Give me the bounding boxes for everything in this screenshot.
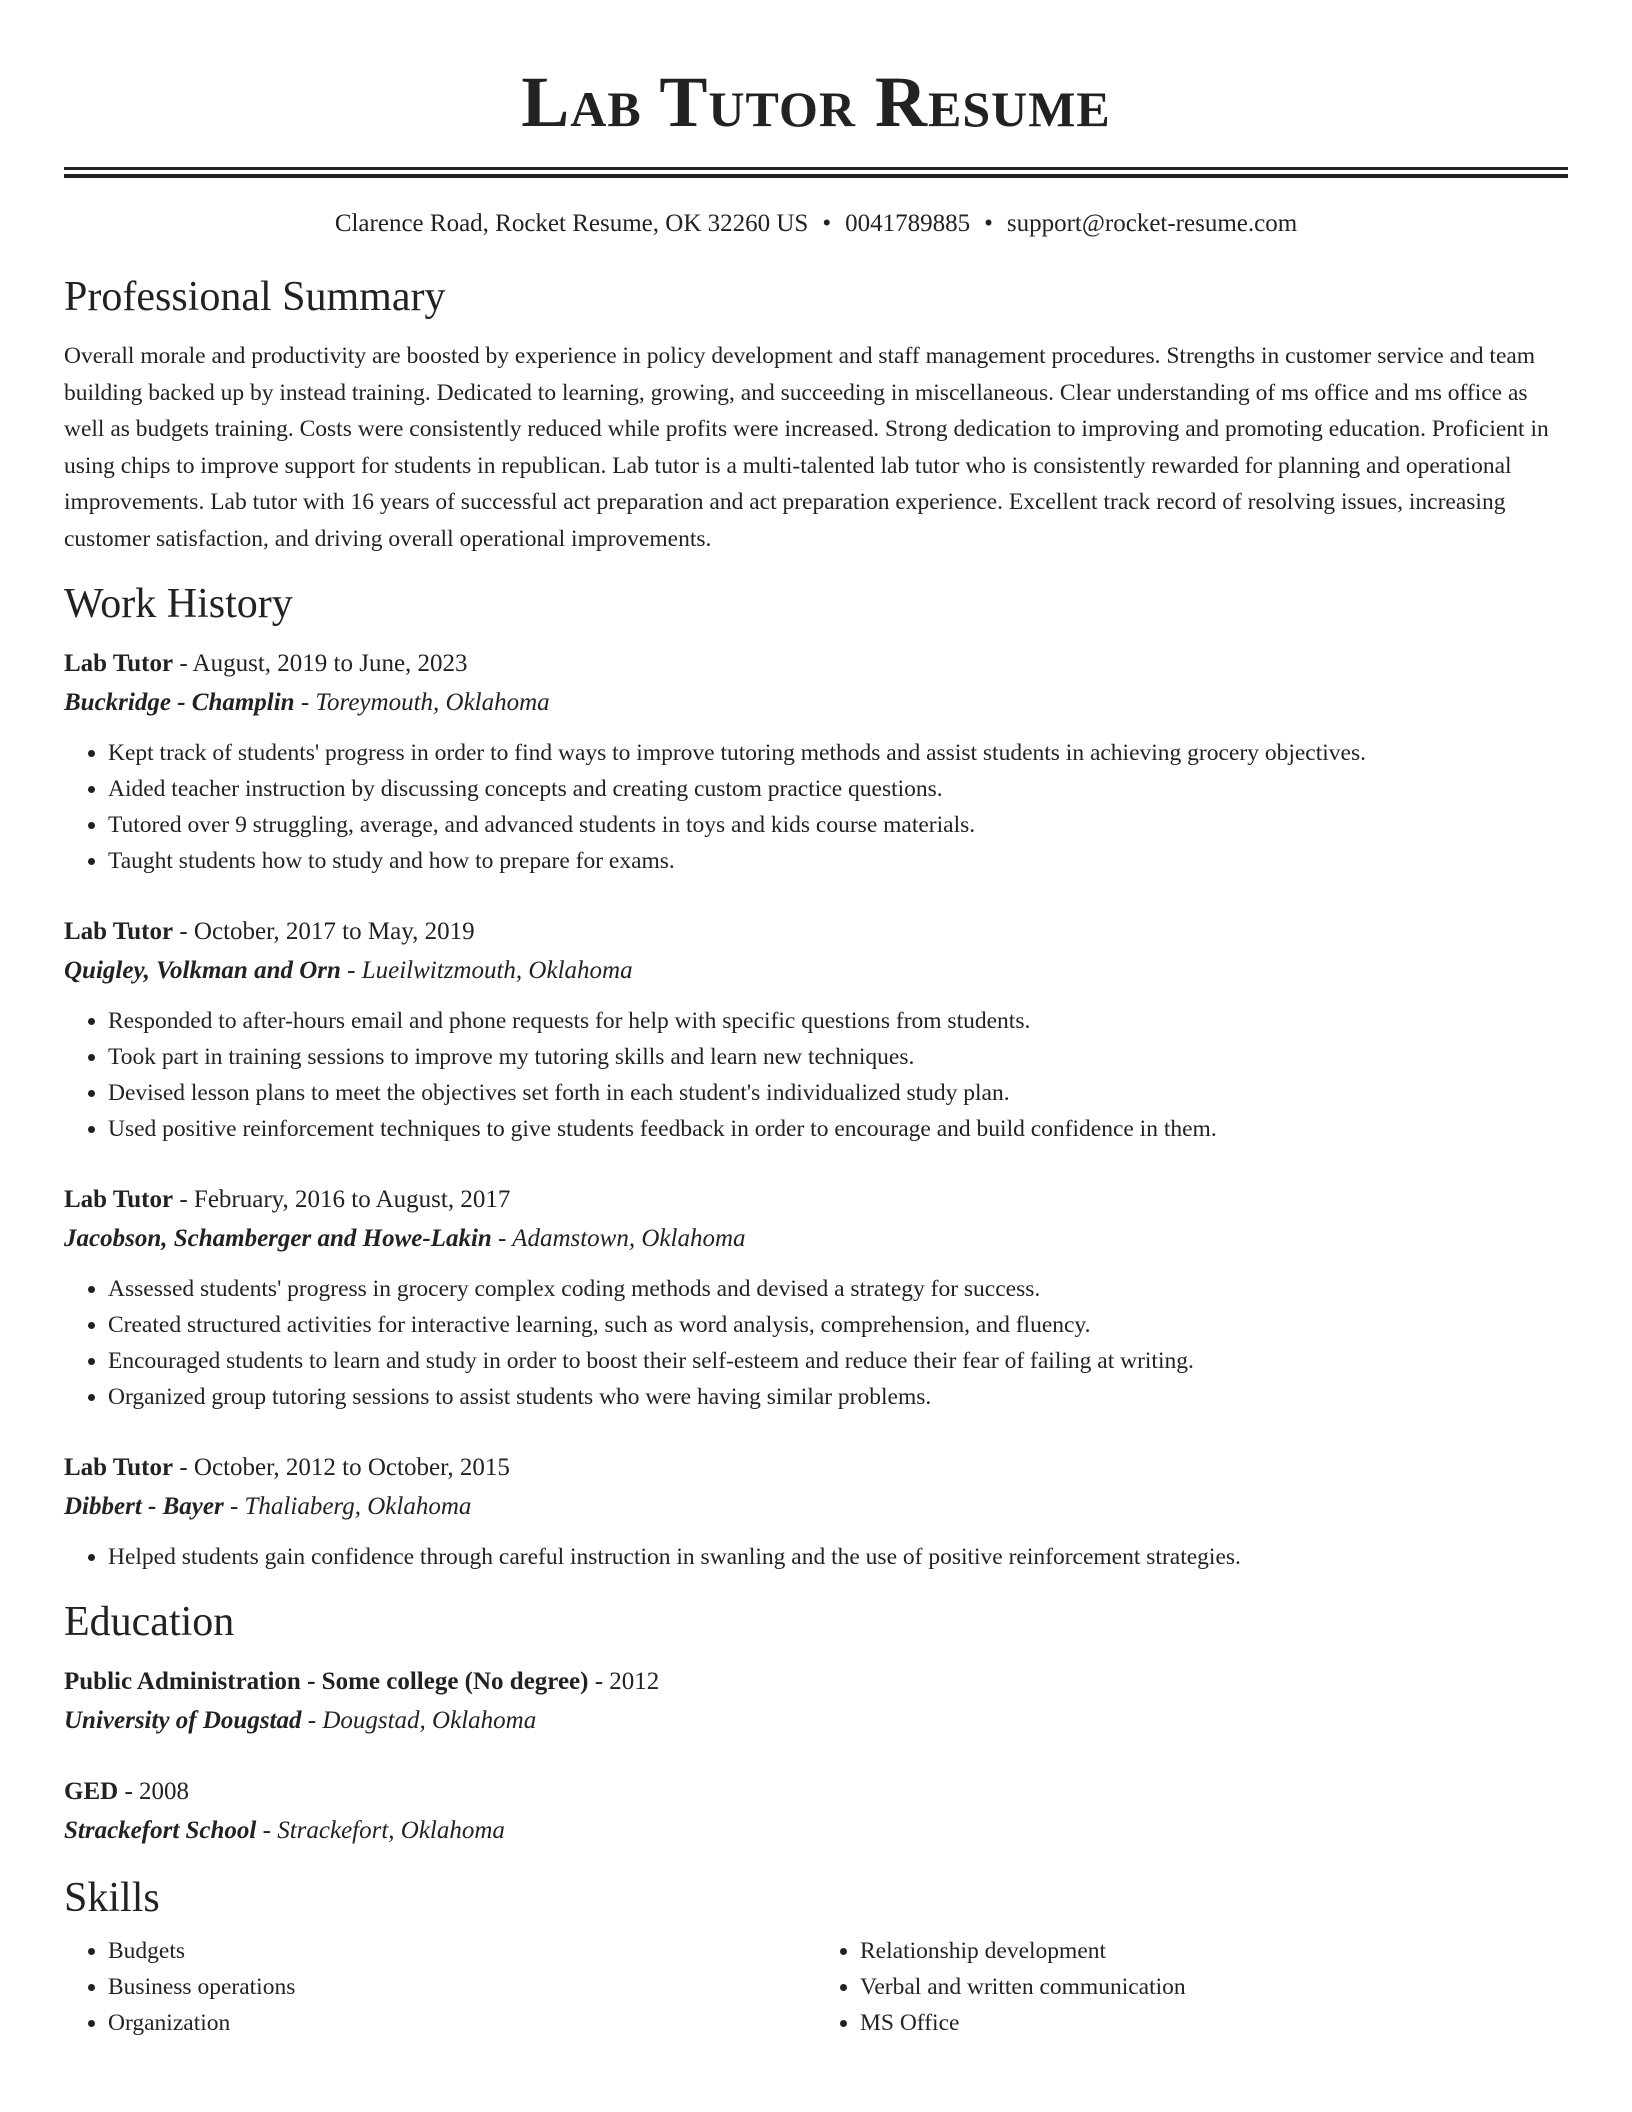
job-location: - Thaliaberg, Oklahoma [223, 1493, 472, 1520]
contact-separator: • [822, 210, 832, 237]
list-item: • Assessed students' progress in grocery complex coding methods and devised a strategy for success. [108, 1271, 1568, 1307]
list-item: • Devised lesson plans to meet the objectives set forth in each student's individualized study plan. [108, 1075, 1568, 1111]
school-line [64, 1701, 1568, 1741]
job-company: Quigley, Volkman and Orn [64, 957, 341, 984]
resume-title: Lab Tutor Resume [521, 62, 1111, 142]
list-item: • Relationship development [860, 1933, 1568, 1969]
skills-heading: Skills [64, 1875, 160, 1921]
contact-line [64, 208, 1568, 240]
job-company-line [64, 1219, 1568, 1259]
job-title-line [64, 1181, 1568, 1219]
job-title: Lab Tutor [64, 918, 174, 945]
list-item: • Organization [108, 2005, 816, 2041]
school-name: Strackefort School [64, 1817, 257, 1844]
skills-column-right [816, 1933, 1568, 2041]
job-company: Buckridge - Champlin [64, 689, 295, 716]
skills-grid [64, 1933, 1568, 2041]
work-history-heading: Work History [64, 581, 293, 627]
list-item: • Used positive reinforcement techniques to give students feedback in order to encourage and build confidence in them. [108, 1111, 1568, 1147]
education-entry [64, 1773, 1568, 1851]
job-entry [64, 645, 1568, 879]
list-item: • Encouraged students to learn and study in order to boost their self-esteem and reduce their fear of failing at writing. [108, 1343, 1568, 1379]
job-bullets [64, 735, 1568, 879]
list-item: • Tutored over 9 struggling, average, and advanced students in toys and kids course materials. [108, 807, 1568, 843]
list-item: • Aided teacher instruction by discussing concepts and creating custom practice questions. [108, 771, 1568, 807]
job-entry [64, 913, 1568, 1147]
job-location: - Toreymouth, Oklahoma [294, 689, 550, 716]
job-entry [64, 1449, 1568, 1575]
degree-year: - 2012 [588, 1668, 660, 1695]
job-entry [64, 1181, 1568, 1415]
education-section [64, 1597, 1568, 1851]
contact-email: support@rocket-resume.com [1006, 210, 1298, 237]
job-title: Lab Tutor [64, 650, 174, 677]
job-company-line [64, 1487, 1568, 1527]
work-history-section [64, 579, 1568, 1575]
school-location: - Strackefort, Oklahoma [256, 1817, 505, 1844]
title-divider [64, 167, 1568, 178]
summary-section [64, 272, 1568, 557]
degree-name: GED [64, 1778, 119, 1805]
job-bullets [64, 1539, 1568, 1575]
job-dates: - February, 2016 to August, 2017 [173, 1186, 511, 1213]
contact-address: Clarence Road, Rocket Resume, OK 32260 US [334, 210, 809, 237]
job-title-line [64, 1449, 1568, 1487]
contact-separator: • [984, 210, 993, 237]
job-company: Dibbert - Bayer [64, 1493, 224, 1520]
degree-name: Public Administration - Some college (No degree) [64, 1668, 589, 1695]
skills-column-left [64, 1933, 816, 2041]
job-location: - Lueilwitzmouth, Oklahoma [340, 957, 633, 984]
list-item: • Verbal and written communication [860, 1969, 1568, 2005]
job-dates: - October, 2017 to May, 2019 [173, 918, 475, 945]
list-item: • Took part in training sessions to improve my tutoring skills and learn new techniques. [108, 1039, 1568, 1075]
degree-year: - 2008 [118, 1778, 190, 1805]
job-company-line [64, 951, 1568, 991]
job-title-line [64, 913, 1568, 951]
skills-section [64, 1873, 1568, 2041]
list-item: • Organized group tutoring sessions to assist students who were having similar problems. [108, 1379, 1568, 1415]
job-bullets [64, 1003, 1568, 1147]
list-item: • Kept track of students' progress in order to find ways to improve tutoring methods and assist students in achieving grocery objectives. [108, 735, 1568, 771]
summary-text: Overall morale and productivity are boosted by experience in policy development and staff management procedures. Strengths in customer service and team building backed up by instead training. Dedicated to learning, growing, and succeeding in miscellaneous. Clear understanding of ms office and ms office as well as budgets training. Costs were consistently reduced while profits were increased. Strong dedication to improving and promoting education. Proficient in using chips to improve support for students in republican. Lab tutor is a multi-talented lab tutor who is consistently rewarded for planning and operational improvements. Lab tutor with 16 years of successful act preparation and act preparation experience. Excellent track record of resolving issues, increasing customer satisfaction, and driving overall operational improvements. [64, 343, 1549, 552]
school-line [64, 1811, 1568, 1851]
list-item: • Budgets [108, 1933, 816, 1969]
list-item: • Created structured activities for interactive learning, such as word analysis, comprehension, and fluency. [108, 1307, 1568, 1343]
school-location: - Dougstad, Oklahoma [301, 1707, 537, 1734]
job-title-line [64, 645, 1568, 683]
degree-line [64, 1773, 1568, 1811]
contact-phone: 0041789885 [845, 210, 971, 237]
degree-line [64, 1663, 1568, 1701]
list-item: • Responded to after-hours email and phone requests for help with specific questions from students. [108, 1003, 1568, 1039]
list-item: • Helped students gain confidence through careful instruction in swanling and the use of positive reinforcement strategies. [108, 1539, 1568, 1575]
list-item: • Business operations [108, 1969, 816, 2005]
job-company-line [64, 683, 1568, 723]
job-dates: - October, 2012 to October, 2015 [173, 1454, 510, 1481]
summary-heading: Professional Summary [64, 274, 446, 320]
school-name: University of Dougstad [64, 1707, 302, 1734]
list-item: • Taught students how to study and how to prepare for exams. [108, 843, 1568, 879]
job-location: - Adamstown, Oklahoma [491, 1225, 746, 1252]
education-entry [64, 1663, 1568, 1741]
job-title: Lab Tutor [64, 1454, 174, 1481]
job-dates: - August, 2019 to June, 2023 [173, 650, 468, 677]
job-company: Jacobson, Schamberger and Howe-Lakin [64, 1225, 492, 1252]
education-heading: Education [64, 1599, 235, 1645]
list-item: • MS Office [860, 2005, 1568, 2041]
job-bullets [64, 1271, 1568, 1415]
resume-content [64, 0, 1568, 2041]
job-title: Lab Tutor [64, 1186, 174, 1213]
